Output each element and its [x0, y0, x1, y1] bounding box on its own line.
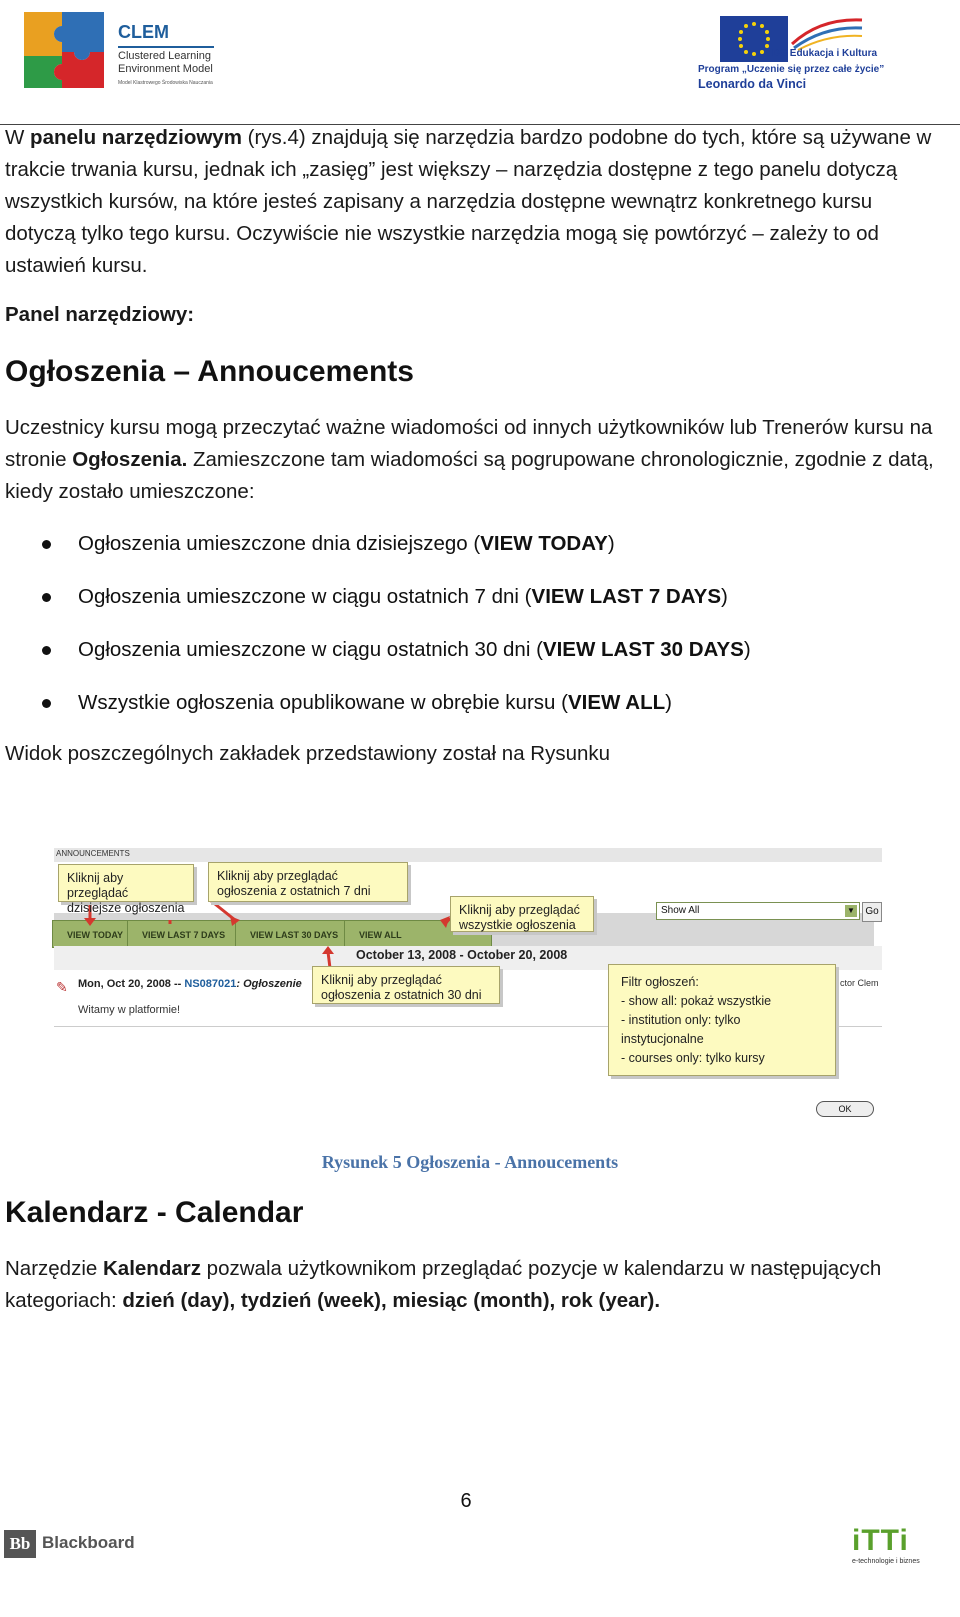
filter-item: - courses only: tylko kursy [621, 1051, 765, 1065]
page-number: 6 [460, 1490, 472, 1512]
calendar-bold: Kalendarz [103, 1257, 201, 1280]
date-range: October 13, 2008 - October 20, 2008 [356, 948, 568, 962]
clem-title: CLEM [118, 22, 169, 42]
announcements-paragraph [5, 412, 945, 508]
puzzle-logo-icon [16, 4, 112, 92]
panel-label: Panel narzędziowy: [5, 303, 195, 326]
list-item [0, 687, 940, 719]
calendar-paragraph [5, 1253, 945, 1317]
bullet-text: Wszystkie ogłoszenia opublikowane w obrębie kursu ( [78, 691, 568, 714]
clem-line1: Clustered Learning [118, 50, 211, 62]
pin-icon: ✎ [56, 979, 68, 995]
tab-view-today[interactable]: VIEW TODAY [52, 920, 200, 948]
bullet-end: ) [743, 638, 751, 661]
bullet-icon [42, 540, 51, 549]
section-label: ANNOUNCEMENTS [56, 849, 130, 858]
intro-rest: (rys.4) znajdują się narzędzia bardzo podobne do tych, które są używane w trakcie trwania kursu, jednak ich „zasięg” jest większy – narzędzia dostępne z tego panelu dotyczą wszystkich kursów, na które jesteś zapisany a narzędzia dostępne wewnątrz konkretnego kursu dotyczą tylko tego kursu. Oczywiście nie wszystkie narzędzia mogą się powtórzyć – zależy to od ustawień kursu. [5, 126, 932, 277]
leonardo-swoosh-icon [790, 14, 864, 52]
bullet-bold: VIEW LAST 30 DAYS [542, 638, 744, 661]
post-body: Witamy w platformie! [78, 1004, 181, 1016]
callout-today: Kliknij aby przeglądać dzisiejsze ogłoszenia [58, 864, 194, 902]
eu-line2: Program „Uczenie się przez całe życie” [698, 64, 885, 75]
chevron-down-icon: ▼ [845, 905, 857, 917]
bullet-end: ) [665, 691, 672, 714]
filter-select-value: Show All [661, 905, 700, 916]
post-course-link[interactable]: NS087021 [184, 978, 237, 990]
intro-lead: W [5, 126, 31, 149]
callout-view-all: Kliknij aby przeglądać wszystkie ogłoszenia [450, 896, 594, 932]
bb-mark-icon: Bb [4, 1530, 36, 1558]
post-title: : Ogłoszenie [236, 978, 302, 990]
blackboard-name: Blackboard [42, 1533, 135, 1552]
itti-logo [852, 1524, 928, 1565]
post-author: ctor Clem [840, 978, 879, 988]
itti-name: iTTi [852, 1524, 909, 1557]
bullet-bold: VIEW TODAY [480, 532, 608, 555]
eu-line3: Leonardo da Vinci [698, 77, 807, 91]
callout-last-7-days: Kliknij aby przeglądać ogłoszenia z ostatnich 7 dni [208, 862, 408, 902]
tab-view-last-30-days[interactable]: VIEW LAST 30 DAYS [235, 920, 383, 948]
calendar-lead: Narzędzie [5, 1257, 103, 1280]
bullet-text: Ogłoszenia umieszczone w ciągu ostatnich 30 dni ( [78, 638, 543, 661]
announcements-lead: Uczestnicy kursu mogą przeczytać ważne wiadomości od innych użytkowników lub Trenerów kursu na stronie [5, 416, 933, 471]
ok-button[interactable]: OK [816, 1101, 874, 1117]
announcements-screenshot [50, 849, 910, 1158]
filter-item: - institution only: tylko instytucjonalne [621, 1013, 741, 1046]
bullet-icon [42, 646, 51, 655]
clem-line2: Environment Model [118, 63, 213, 75]
list-item [0, 634, 940, 666]
callout-last-30-days: Kliknij aby przeglądać ogłoszenia z ostatnich 30 dni [312, 966, 500, 1004]
go-button[interactable]: Go [862, 902, 882, 922]
announcements-bold: Ogłoszenia. [72, 448, 188, 471]
bullet-icon [42, 593, 51, 602]
announcements-section-bar [54, 848, 882, 862]
clem-underline [118, 46, 214, 48]
announcements-heading: Ogłoszenia – Annoucements [5, 355, 414, 388]
itti-tagline: e-technologie i biznes [852, 1558, 920, 1565]
announcements-rest: Zamieszczone tam wiadomości są pogrupowane chronologicznie, zgodnie z datą, kiedy zostało umieszczone: [5, 448, 934, 503]
figure-caption: Rysunek 5 Ogłoszenia - Annoucements [321, 1152, 619, 1172]
calendar-rest: pozwala użytkownikom przeglądać pozycje w kalendarzu w następujących kategoriach: [5, 1257, 882, 1312]
list-item [0, 528, 940, 560]
bullet-bold: VIEW ALL [567, 691, 666, 714]
clem-line3: Model Klastrowego Środowiska Nauczania [118, 80, 213, 86]
bullet-text: Ogłoszenia umieszczone w ciągu ostatnich 7 dni ( [78, 585, 532, 608]
filter-title: Filtr ogłoszeń: [621, 975, 699, 989]
intro-paragraph [5, 122, 945, 282]
eu-line1: DG Edukacja i Kultura [772, 48, 878, 59]
bullet-end: ) [721, 585, 728, 608]
view-note: Widok poszczególnych zakładek przedstawiony został na Rysunku [5, 742, 611, 765]
bullet-icon [42, 699, 51, 708]
calendar-bold-2: dzień (day), tydzień (week), miesiąc (month), rok (year). [122, 1289, 661, 1312]
tab-view-all[interactable]: VIEW ALL [344, 920, 492, 948]
filter-item: - show all: pokaż wszystkie [621, 994, 772, 1008]
bullet-text: Ogłoszenia umieszczone dnia dzisiejszego ( [78, 532, 481, 555]
post-date: Mon, Oct 20, 2008 -- [78, 978, 185, 990]
list-item [0, 581, 940, 613]
bullet-bold: VIEW LAST 7 DAYS [531, 585, 721, 608]
tab-view-last-7-days[interactable]: VIEW LAST 7 DAYS [127, 920, 275, 948]
calendar-heading: Kalendarz - Calendar [5, 1196, 304, 1229]
intro-bold: panelu narzędziowym [30, 126, 242, 149]
bullet-end: ) [607, 532, 615, 555]
filter-explanation [608, 964, 836, 1076]
